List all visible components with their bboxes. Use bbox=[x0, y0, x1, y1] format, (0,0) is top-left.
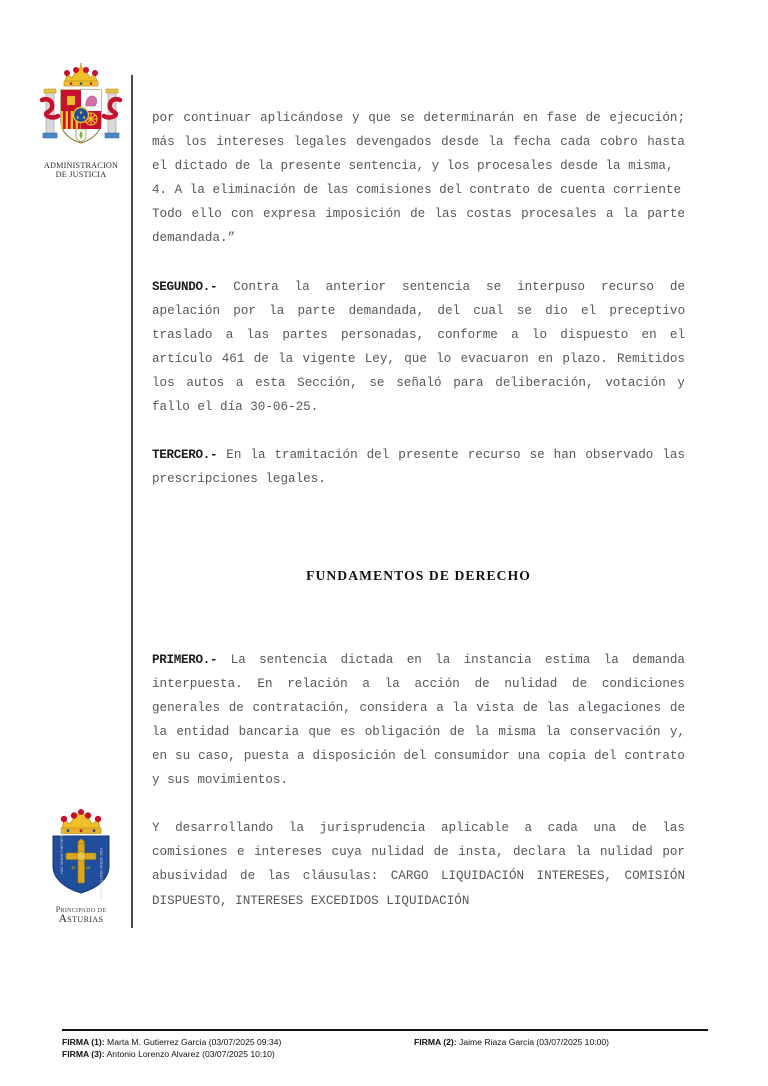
signature-row bbox=[62, 1048, 708, 1061]
svg-text:HOC SIGNO VINCITVR INIMICVS: HOC SIGNO VINCITVR INIMICVS bbox=[99, 848, 103, 900]
text-tercero: En la tramitación del presente recurso se han observado las prescripciones legales. bbox=[152, 448, 685, 487]
label-primero: PRIMERO.- bbox=[152, 652, 218, 667]
signature-label: FIRMA (3): bbox=[62, 1049, 105, 1059]
paragraph-jurisprudencia: Y desarrollando la jurisprudencia aplicable a cada una de las comisiones e intereses cuya nulidad de insta, declara la nulidad por abusividad de las cláusulas: CARGO LIQUIDACIÓN INTERESES, COMISIÓN DISPUESTO, INTERESES EXCEDIDOS LIQUIDACIÓN bbox=[152, 821, 685, 908]
paragraph-continuacion: por continuar aplicándose y que se determinarán en fase de ejecución; más los intereses legales devengados desde la fecha cada cobro hasta el dictado de la presente sentencia, y los procesales desde la misma, bbox=[152, 111, 685, 174]
signature-label: FIRMA (2): bbox=[414, 1036, 457, 1047]
document-text-body bbox=[152, 106, 685, 913]
spacer-after-heading bbox=[152, 588, 685, 648]
paragraph-tercero bbox=[152, 443, 685, 491]
signature-label: FIRMA (1): bbox=[62, 1036, 105, 1047]
paragraph-primero bbox=[152, 648, 685, 793]
emblem-principado-de-asturias bbox=[33, 808, 129, 926]
svg-text:HOC SIGNO TVETVR PIVS: HOC SIGNO TVETVR PIVS bbox=[60, 829, 64, 874]
text-segundo: Contra la anterior sentencia se interpuso recurso de apelación por la parte demandada, del cual se dio el preceptivo traslado a las partes personadas, conforme a lo dispuesto en el artículo 461 de la vigente Ley, que lo evacuaron en plazo. Remitidos los autos a esta Sección, se señaló para deliberación, votación y fallo el día 30-06-25. bbox=[152, 279, 685, 415]
signature-list bbox=[62, 1036, 708, 1061]
label-segundo: SEGUNDO.- bbox=[152, 279, 218, 294]
signature-row bbox=[62, 1036, 708, 1049]
emblem-caption-line-2: Asturias bbox=[58, 913, 104, 926]
footer-divider bbox=[62, 1029, 708, 1031]
svg-text:α: α bbox=[71, 864, 75, 871]
svg-text:ω: ω bbox=[86, 864, 91, 871]
heading-fundamentos-de-derecho: FUNDAMENTOS DE DERECHO bbox=[306, 567, 531, 583]
left-margin-rule bbox=[131, 75, 133, 928]
signature-entry-1 bbox=[62, 1037, 281, 1047]
text-primero: La sentencia dictada en la instancia estima la demanda interpuesta. En relación a la acción de nulidad de condiciones generales de contratación, considera a la vista de las alegaciones de la entidad bancaria que es obligación de la misma la conservación y, en su caso, puesta a disposición del consumidor una copia del contrato y sus movimientos. bbox=[152, 652, 685, 788]
signature-entry-2 bbox=[414, 1036, 609, 1049]
paragraph-punto-4: 4. A la eliminación de las comisiones del contrato de cuenta corriente bbox=[152, 183, 682, 198]
paragraph-costas: Todo ello con expresa imposición de las costas procesales a la parte demandada.” bbox=[152, 207, 685, 246]
signature-entry-3 bbox=[62, 1049, 275, 1059]
paragraph-segundo bbox=[152, 275, 685, 420]
signature-value: Marta M. Gutierrez Garcia (03/07/2025 09:34) bbox=[104, 1036, 282, 1047]
signature-value: Jaime Riaza Garcia (03/07/2025 10:00) bbox=[456, 1036, 610, 1047]
emblem-administracion-de-justicia bbox=[33, 62, 129, 180]
emblem-caption-line-1: Principado de bbox=[55, 905, 107, 914]
emblem-caption-line-1: ADMINISTRACION bbox=[43, 161, 119, 170]
signature-value: Antonio Lorenzo Alvarez (03/07/2025 10:10) bbox=[104, 1049, 275, 1059]
coat-of-arms-spain-icon bbox=[38, 62, 124, 154]
coat-of-arms-asturias-icon bbox=[41, 808, 121, 900]
label-tercero: TERCERO.- bbox=[152, 448, 218, 463]
footer-signature-block bbox=[62, 1029, 708, 1061]
spacer-before-heading bbox=[152, 492, 685, 564]
emblem-caption-line-2: DE JUSTICIA bbox=[55, 170, 107, 180]
